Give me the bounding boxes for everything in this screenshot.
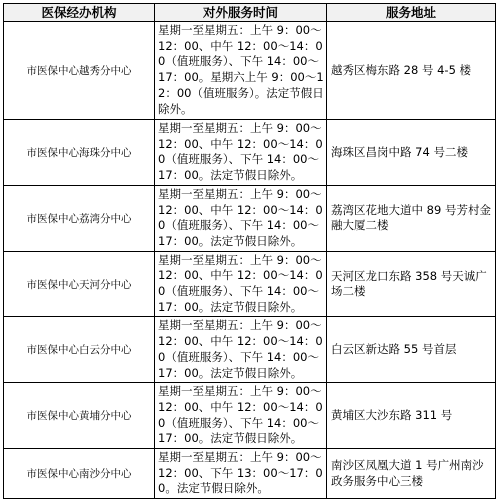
- service-table: [3, 3, 496, 499]
- org-cell: 市医保中心海珠分中心: [4, 120, 155, 186]
- table-row: [4, 317, 496, 383]
- hours-cell: 星期一至星期五：上午 9：00～12：00、中午 12：00～14：00（值班服务）、下午 14：00～17：00。星期六上午 9：00～12：00（值班服务）。法定节假日除外。: [155, 22, 327, 120]
- hours-cell: 星期一至星期五：上午 9：00～12：00、中午 12：00～14：00（值班服务）、下午 14：00～17：00。法定节假日除外。: [155, 383, 327, 449]
- table-row: [4, 251, 496, 317]
- hours-cell: 星期一至星期五：上午 9：00～12：00、中午 12：00～14：00（值班服务）、下午 14：00～17：00。法定节假日除外。: [155, 185, 327, 251]
- header-address: 服务地址: [327, 4, 496, 22]
- org-cell: 市医保中心南沙分中心: [4, 449, 155, 499]
- table-header: [4, 4, 496, 22]
- header-org: 医保经办机构: [4, 4, 155, 22]
- table-row: [4, 22, 496, 120]
- address-cell: 荔湾区花地大道中 89 号芳村金融大厦二楼: [327, 185, 496, 251]
- org-cell: 市医保中心黄埔分中心: [4, 383, 155, 449]
- table-body: [4, 22, 496, 499]
- header-row: [4, 4, 496, 22]
- org-cell: 市医保中心天河分中心: [4, 251, 155, 317]
- org-cell: 市医保中心荔湾分中心: [4, 185, 155, 251]
- address-cell: 海珠区昌岗中路 74 号二楼: [327, 120, 496, 186]
- address-cell: 天河区龙口东路 358 号天诚广场二楼: [327, 251, 496, 317]
- org-cell: 市医保中心越秀分中心: [4, 22, 155, 120]
- org-cell: 市医保中心白云分中心: [4, 317, 155, 383]
- table-row: [4, 449, 496, 499]
- address-cell: 越秀区梅东路 28 号 4-5 楼: [327, 22, 496, 120]
- table-row: [4, 383, 496, 449]
- address-cell: 黄埔区大沙东路 311 号: [327, 383, 496, 449]
- address-cell: 南沙区凤凰大道 1 号广州南沙政务服务中心三楼: [327, 449, 496, 499]
- header-hours: 对外服务时间: [155, 4, 327, 22]
- document-page: [3, 3, 496, 499]
- hours-cell: 星期一至星期五：上午 9：00～12：00、中午 12：00～14：00（值班服务）、下午 14：00～17：00。法定节假日除外。: [155, 120, 327, 186]
- hours-cell: 星期一至星期五：上午 9：00～12：00、中午 12：00～14：00（值班服务）、下午 14：00～17：00。法定节假日除外。: [155, 317, 327, 383]
- address-cell: 白云区新达路 55 号首层: [327, 317, 496, 383]
- hours-cell: 星期一至星期五：上午 9：00～12：00、中午 12：00～14：00（值班服务）、下午 14：00～17：00。法定节假日除外。: [155, 251, 327, 317]
- table-row: [4, 120, 496, 186]
- hours-cell: 星期一至星期五：上午 9：00～12：00、下午 13：00～17：00。法定节假日除外。: [155, 449, 327, 499]
- table-row: [4, 185, 496, 251]
